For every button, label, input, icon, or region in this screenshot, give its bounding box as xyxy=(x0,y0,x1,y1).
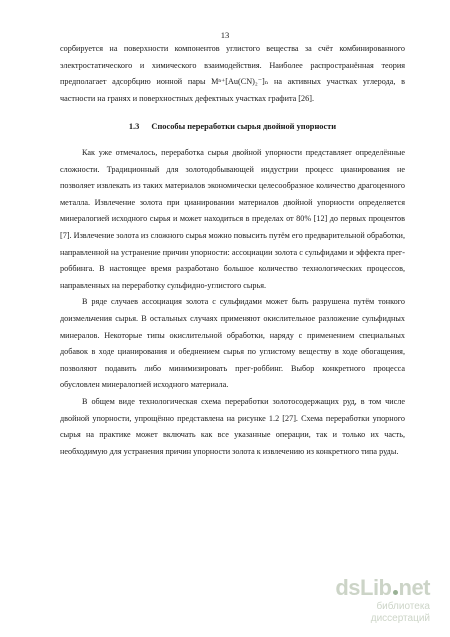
intro-paragraph-block xyxy=(60,41,405,107)
section-body xyxy=(60,145,405,460)
watermark xyxy=(315,577,430,625)
intro-paragraph: сорбируется на поверхности компонентов углистого вещества за счёт комбинированного электростатического и химического взаимодействия. Наиболее распространённая теория предполагает адсорбцию ионной пары Mⁿ⁺[Au(CN)₂⁻]ₙ на активных участках углерода, в частности на гранях и поверхностных дефектных участках графита [26]. xyxy=(60,44,405,103)
section-heading xyxy=(60,122,405,131)
watermark-logo-left: dsLib xyxy=(335,575,392,600)
watermark-logo-right: net xyxy=(398,575,430,600)
paragraph: В общем виде технологическая схема переработки золотосодержащих руд, в том числе двойной упорности, упрощённо представлена на рисунке 1.2 [27]. Схема переработки упорного сырья на практике может включать как все указанные операции, так и только их часть, необходимую для устранения причин упорности золота к извлечению из конкретного типа руды. xyxy=(60,396,405,456)
section-title: Способы переработки сырья двойной упорности xyxy=(151,122,337,131)
watermark-subtitle: библиотека диссертаций xyxy=(370,601,430,624)
paragraph: Как уже отмечалось, переработка сырья двойной упорности представляет определённые сложности. Традиционный для золотодобывающей индустрии процесс цианирования не позволяет извлекать из таких материалов экономически целесообразное количество драгоценного металла. Извлечение золота при цианировании материалов двойной упорности определяется минералогией исходного сырья и может находиться в пределах от 80% [12] до первых процентов [7]. Извлечение золота из сложного сырья можно повысить путём его предварительной обработки, направленной на устранение причин упорности: ассоциации золота с сульфидами и эффекта прег-роббинга. В настоящее время разработано большое количество технологических процессов, направленных на переработку сульфидно-углистого сырья. xyxy=(60,148,405,290)
watermark-dot-icon xyxy=(393,590,398,595)
watermark-logo xyxy=(315,577,430,599)
page-number: 13 xyxy=(220,30,230,40)
section-number: 1.3 xyxy=(128,122,140,131)
paragraph: В ряде случаев ассоциация золота с сульфидами может быть разрушена путём тонкого доизмельчения сырья. В остальных случаях применяют окислительное разложение сульфидных минералов. Некоторые типы окислительной обработки, наряду с применением специальных добавок в ходе цианирования и обеднением сырья по углистому веществу в ходе обогащения, позволяют подавить либо минимизировать прег-роббинг. Выбор конкретного процесса обусловлен минералогией исходного материала. xyxy=(60,297,405,390)
